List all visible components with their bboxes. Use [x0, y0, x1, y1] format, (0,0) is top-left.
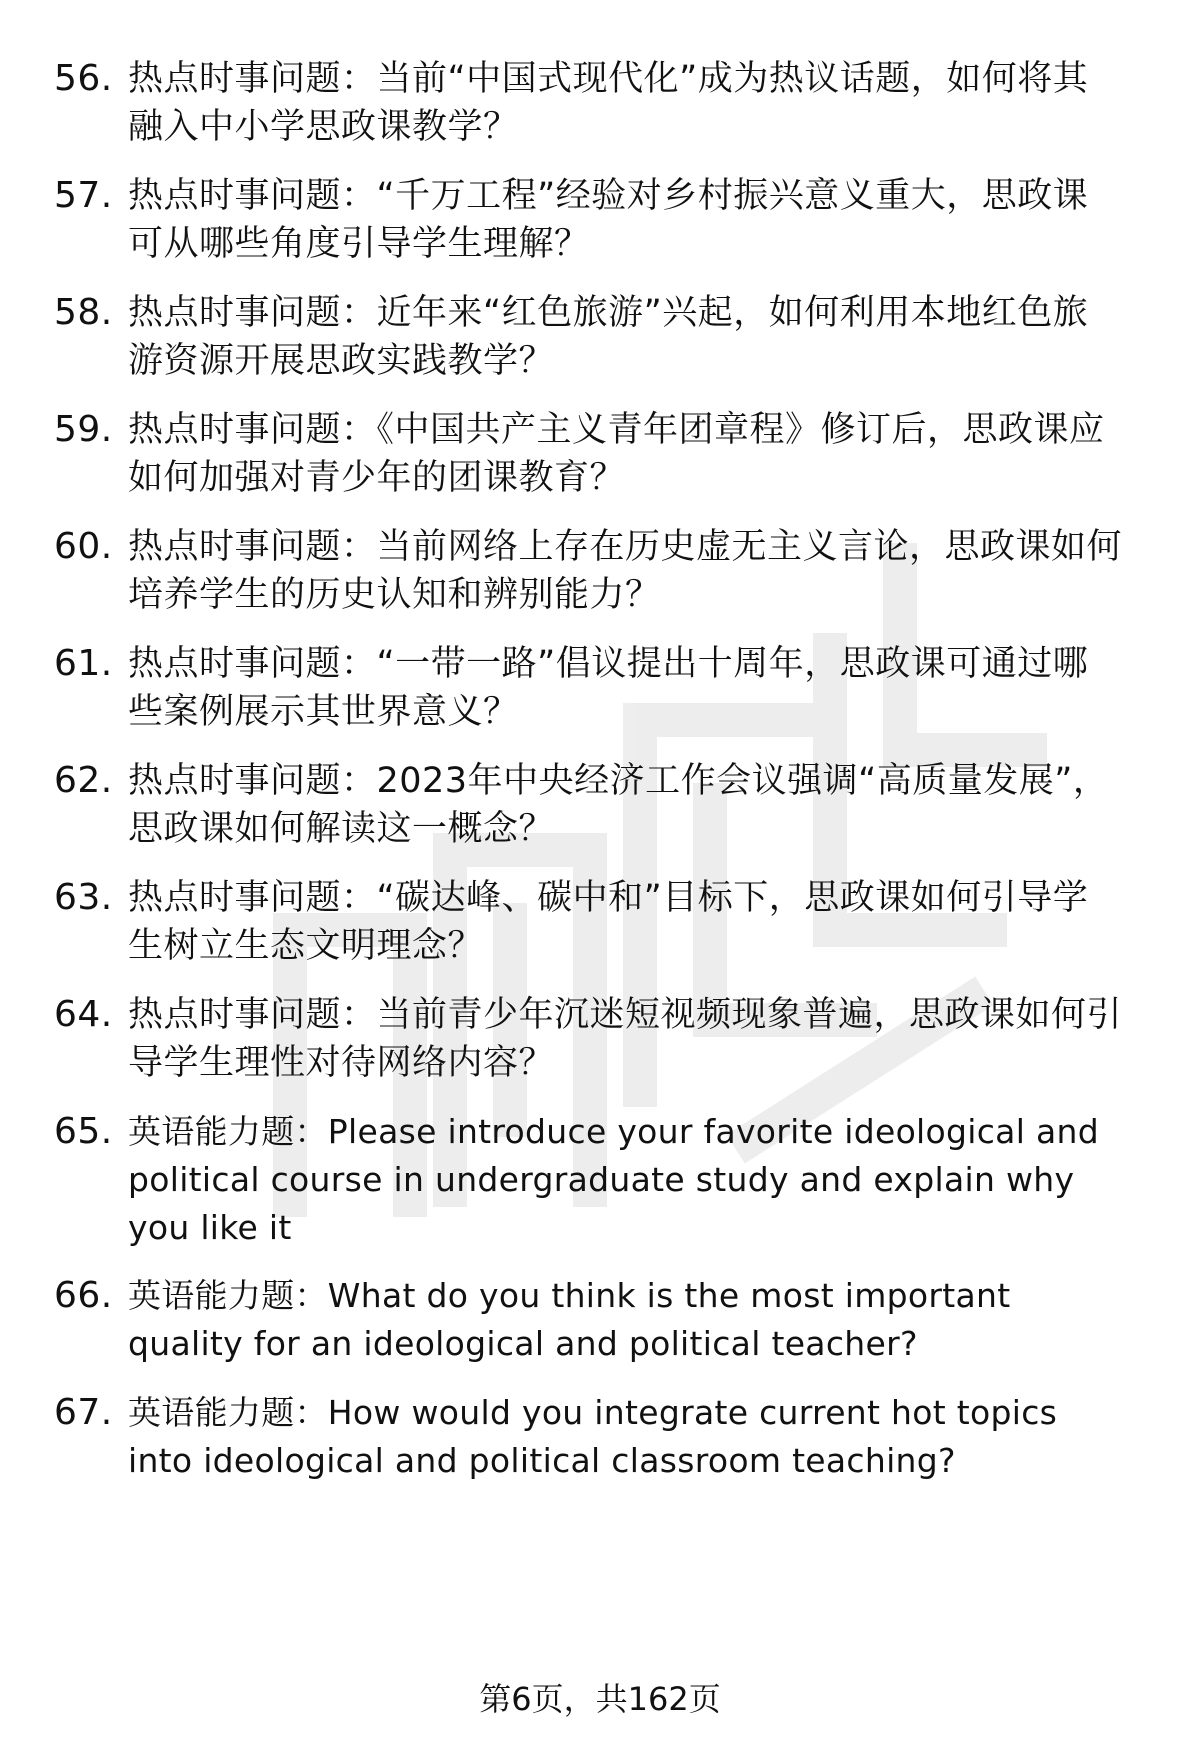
question-line: 可从哪些角度引导学生理解？ [128, 224, 590, 264]
question-line: 游资源开展思政实践教学？ [128, 341, 555, 381]
question-text [128, 523, 1138, 619]
question-line: 如何加强对青少年的团课教育？ [128, 458, 626, 498]
question-text [128, 406, 1138, 502]
question-number: 56. [54, 58, 113, 99]
question-text [128, 172, 1138, 268]
question-line: 英语能力题：How would you integrate current hot topics [128, 1393, 1058, 1432]
question-text [128, 55, 1138, 151]
question-number: 63. [54, 877, 113, 918]
question-line: you like it [128, 1208, 292, 1247]
question-line: 些案例展示其世界意义？ [128, 692, 519, 732]
question-number: 67. [54, 1392, 113, 1433]
question-number: 57. [54, 175, 113, 216]
question-text [128, 289, 1138, 385]
question-number: 64. [54, 994, 113, 1035]
question-line: 热点时事问题：《中国共产主义青年团章程》修订后，思政课应 [128, 410, 1105, 450]
question-line: 英语能力题：Please introduce your favorite ideological and [128, 1112, 1099, 1151]
question-number: 61. [54, 643, 113, 684]
question-line: 热点时事问题：近年来“红色旅游”兴起，如何利用本地红色旅 [128, 293, 1089, 333]
question-text [128, 874, 1138, 970]
question-line: 热点时事问题：当前网络上存在历史虚无主义言论，思政课如何 [128, 527, 1123, 567]
question-line: 英语能力题：What do you think is the most important [128, 1276, 1011, 1315]
question-line: 思政课如何解读这一概念？ [128, 809, 555, 849]
question-text [128, 1389, 1138, 1485]
question-line: 融入中小学思政课教学？ [128, 107, 519, 147]
question-line: 培养学生的历史认知和辨别能力？ [128, 575, 661, 615]
question-text [128, 991, 1138, 1087]
question-line: quality for an ideological and political teacher? [128, 1324, 918, 1363]
question-line: 热点时事问题：当前青少年沉迷短视频现象普遍，思政课如何引 [128, 995, 1123, 1035]
question-number: 59. [54, 409, 113, 450]
question-text [128, 1108, 1138, 1252]
question-line: 生树立生态文明理念？ [128, 926, 484, 966]
question-text [128, 757, 1138, 853]
question-number: 58. [54, 292, 113, 333]
question-line: 热点时事问题：当前“中国式现代化”成为热议话题，如何将其 [128, 59, 1089, 99]
question-number: 66. [54, 1275, 113, 1316]
question-line: political course in undergraduate study and explain why [128, 1160, 1075, 1199]
question-line: 热点时事问题：“一带一路”倡议提出十周年，思政课可通过哪 [128, 644, 1089, 684]
question-line: 导学生理性对待网络内容？ [128, 1043, 555, 1083]
question-number: 65. [54, 1111, 113, 1152]
page-number-footer: 第6页，共162页 [479, 1680, 721, 1718]
question-number: 60. [54, 526, 113, 567]
question-line: 热点时事问题：2023年中央经济工作会议强调“高质量发展”， [128, 761, 1109, 801]
question-line: 热点时事问题：“碳达峰、碳中和”目标下，思政课如何引导学 [128, 878, 1089, 918]
question-text [128, 1272, 1138, 1368]
question-line: into ideological and political classroom teaching? [128, 1441, 956, 1480]
question-text [128, 640, 1138, 736]
question-line: 热点时事问题：“千万工程”经验对乡村振兴意义重大，思政课 [128, 176, 1089, 216]
question-number: 62. [54, 760, 113, 801]
